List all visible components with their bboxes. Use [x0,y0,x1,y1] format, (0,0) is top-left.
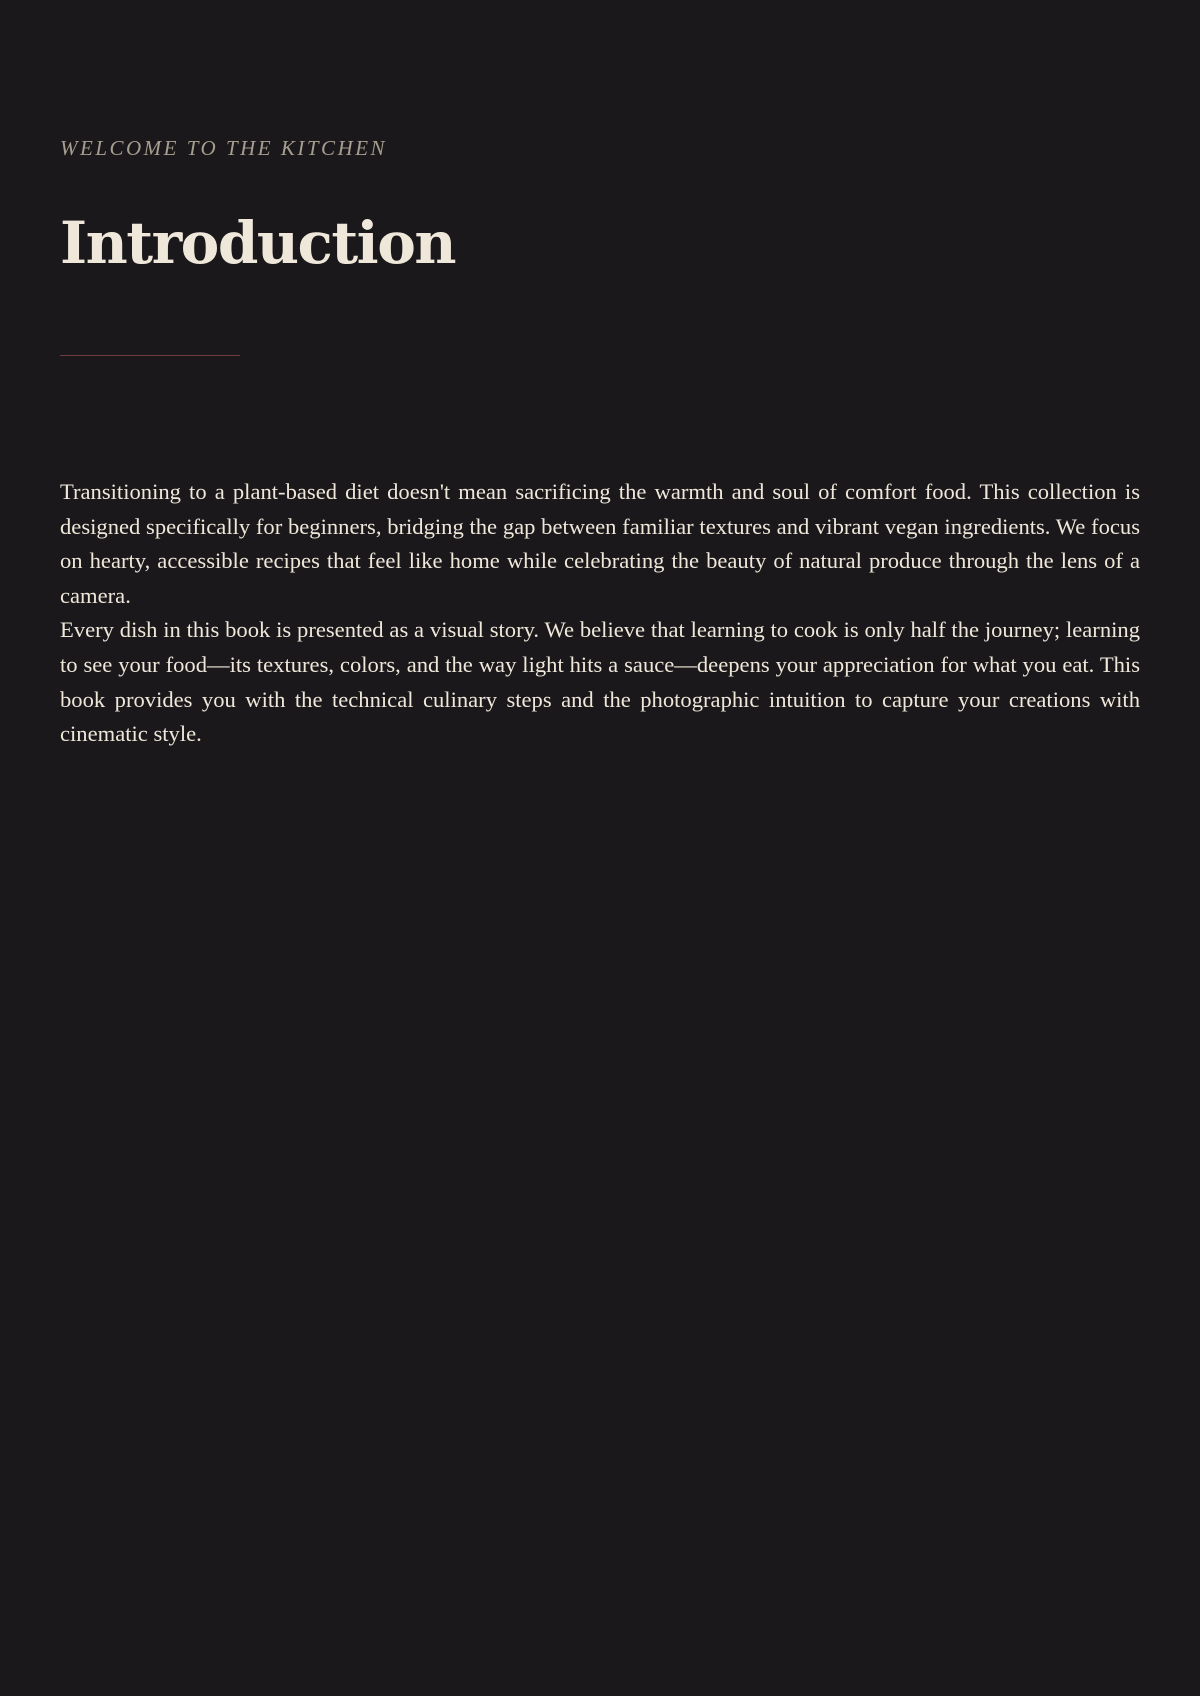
intro-paragraph: Every dish in this book is presented as a visual story. We believe that learning to cook is only half the journey; learning to see your food—its textures, colors, and the way light hits a sauce—deepens your appreciation for what you eat. This book provides you with the technical culinary steps and the photographic intuition to capture your creations with cinematic style. [60,617,1140,747]
page-title: Introduction [60,209,456,277]
page [60,0,1140,1696]
title-divider [60,355,240,356]
intro-body [60,475,1140,752]
intro-paragraph: Transitioning to a plant-based diet doesn't mean sacrificing the warmth and soul of comfort food. This collection is designed specifically for beginners, bridging the gap between familiar textures and vibrant vegan ingredients. We focus on hearty, accessible recipes that feel like home while celebrating the beauty of natural produce through the lens of a camera. [60,479,1140,608]
eyebrow-label: WELCOME TO THE KITCHEN [60,136,388,160]
